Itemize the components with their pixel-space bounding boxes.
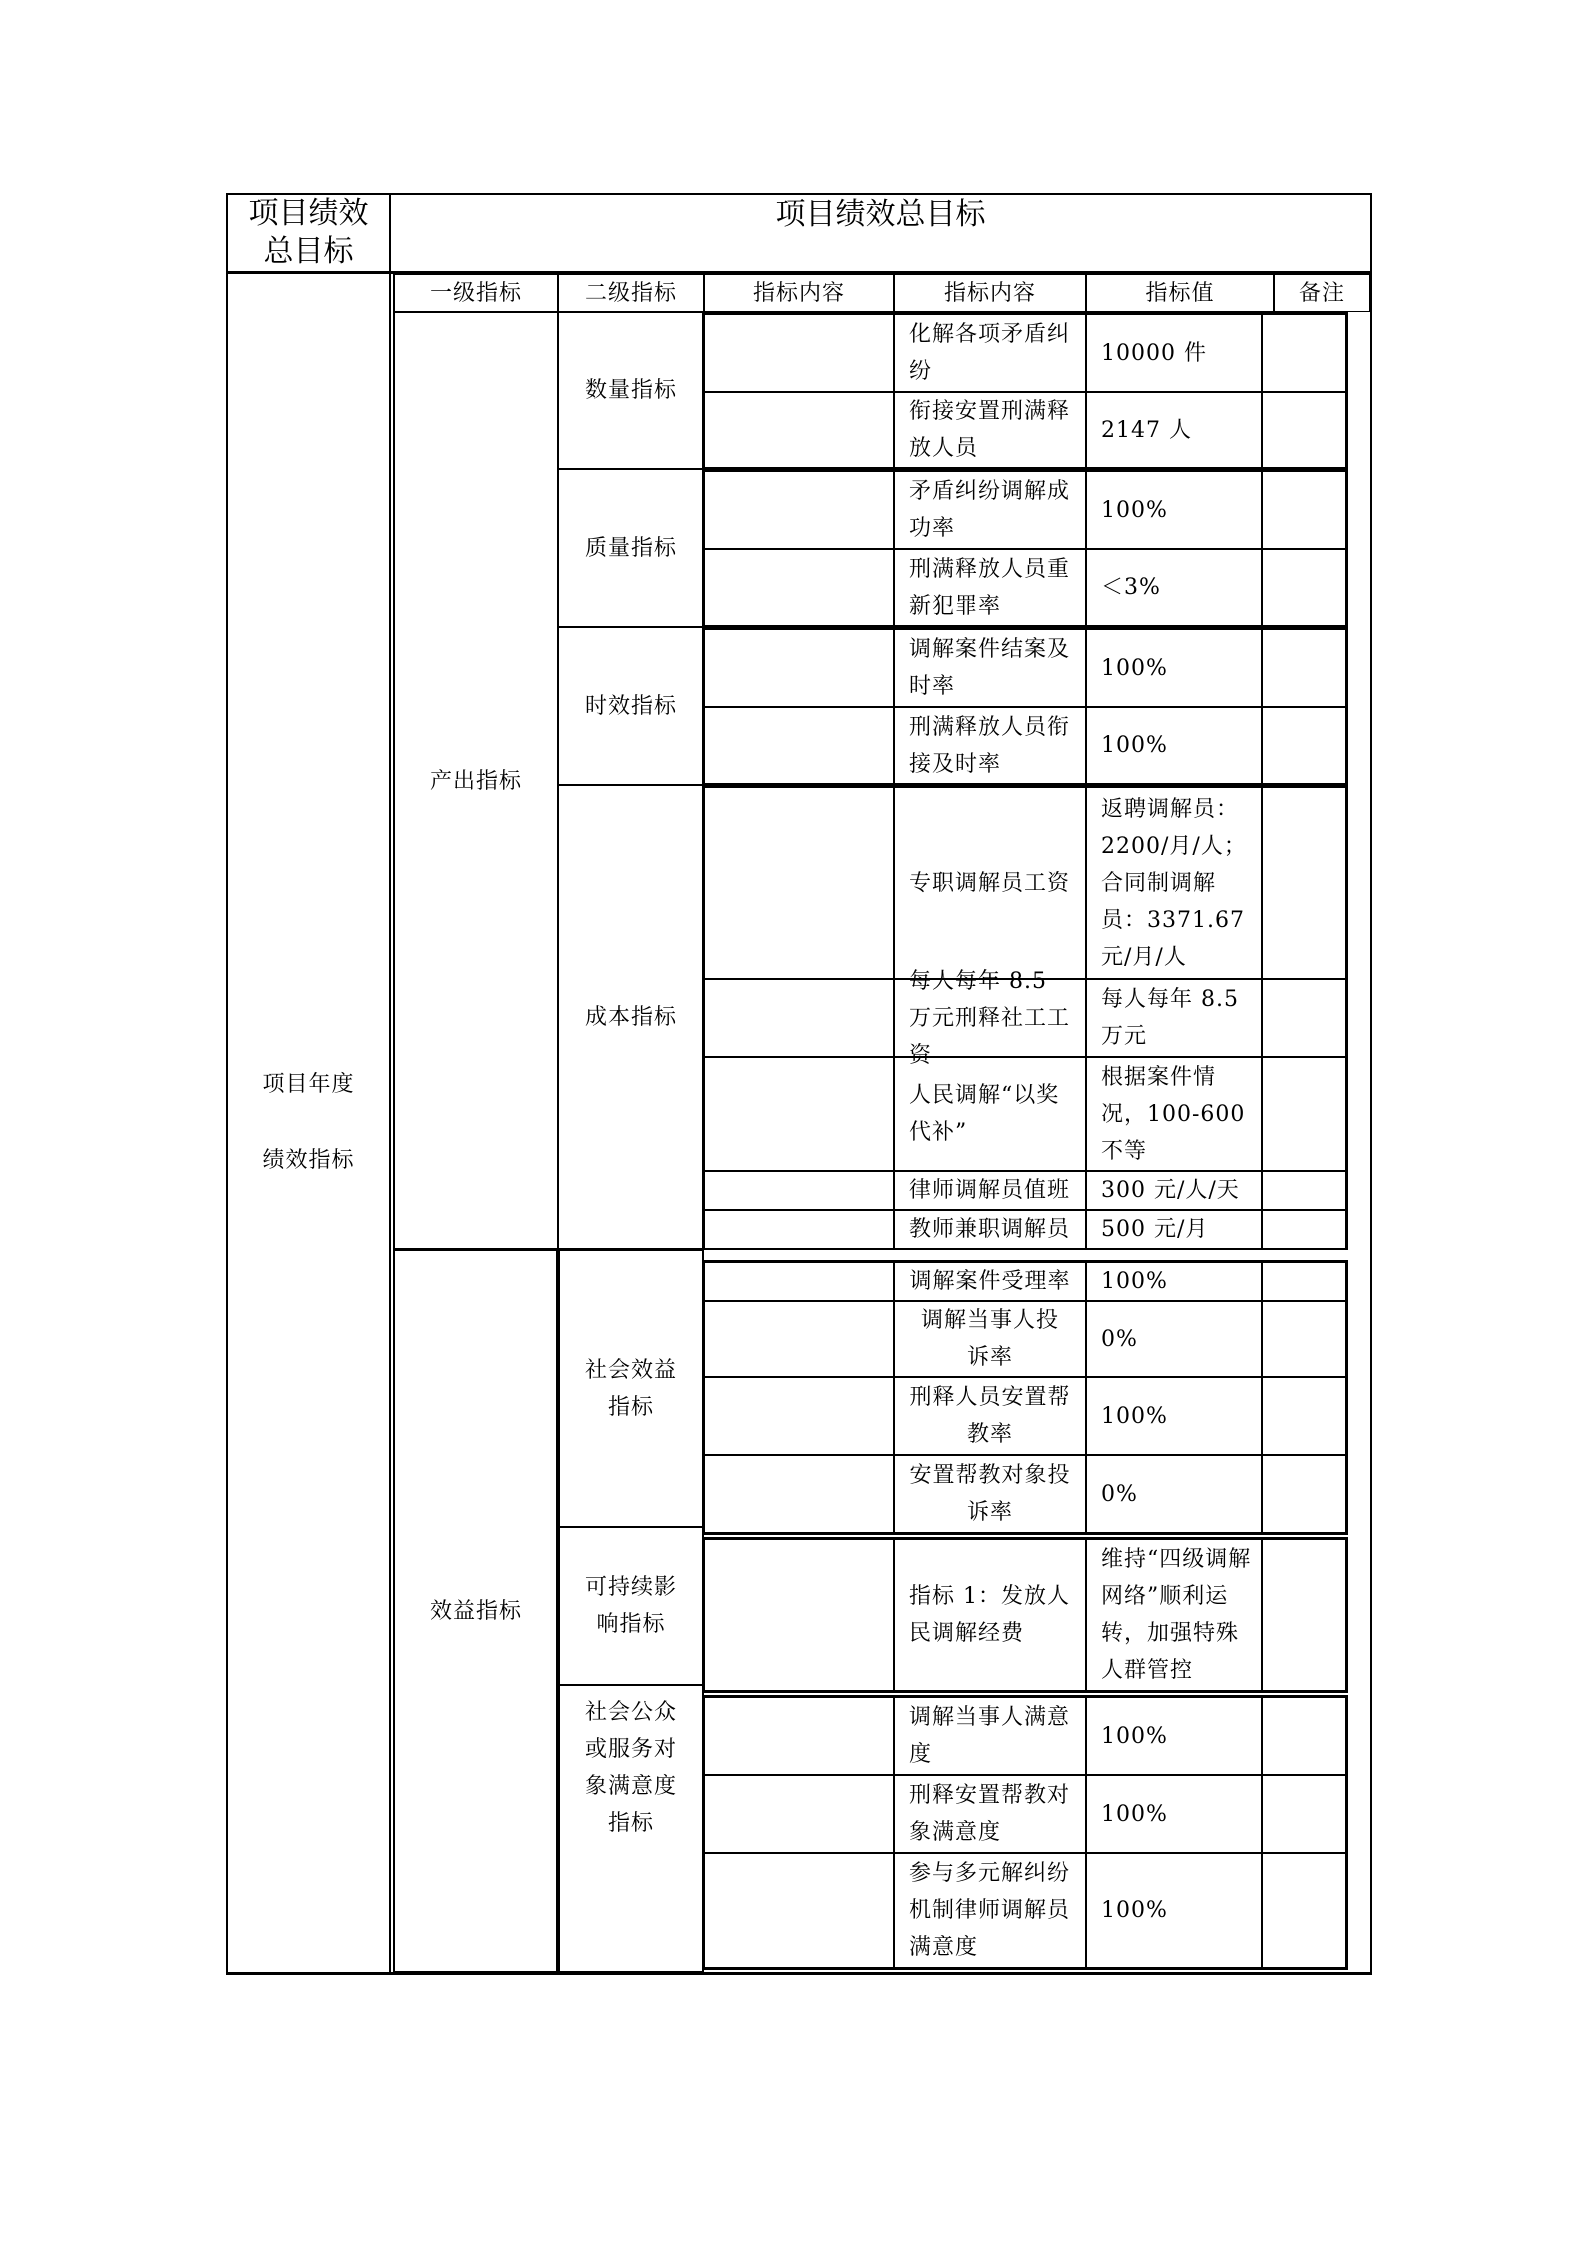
group-frame — [704, 785, 1348, 787]
header-level2-text: 二级指标 — [584, 280, 677, 306]
row-content-text: 调解当事人满意度 — [909, 1705, 1071, 1767]
table-row-value — [1086, 629, 1262, 707]
header-content-a — [704, 274, 894, 312]
row-value-text: 100% — [1101, 1723, 1168, 1749]
header-level2 — [558, 274, 704, 312]
group-frame — [704, 1537, 1348, 1539]
level1-output-text: 产出指标 — [429, 768, 522, 794]
group-frame — [704, 1695, 1348, 1697]
table-row-value — [1086, 707, 1262, 784]
row-content-text: 刑释安置帮教对象满意度 — [909, 1783, 1071, 1845]
table-row-blank — [704, 549, 894, 626]
table-row-remark — [1262, 1455, 1346, 1533]
header-value — [1086, 274, 1274, 312]
table-row-remark — [1262, 1171, 1346, 1210]
row-content-text: 化解各项矛盾纠纷 — [909, 322, 1071, 384]
header-remark — [1274, 274, 1370, 312]
title-cell — [228, 195, 389, 271]
table-row-blank — [704, 1853, 894, 1968]
table-row-blank — [704, 471, 894, 549]
row-content-text: 参与多元解纠纷机制律师调解员满意度 — [909, 1861, 1071, 1960]
row-content-text: 刑释人员安置帮教率 — [909, 1385, 1071, 1447]
row-value-text: 100% — [1101, 733, 1168, 758]
row-content-text: 教师兼职调解员 — [909, 1217, 1071, 1242]
table-row-content — [894, 1262, 1086, 1301]
table-row-value — [1086, 392, 1262, 468]
row-value-text: 100% — [1101, 1801, 1168, 1827]
header-value-text: 指标值 — [1145, 280, 1215, 306]
table-row-blank — [704, 1539, 894, 1691]
table-row-value — [1086, 979, 1262, 1057]
level2-social-benefit — [558, 1250, 704, 1527]
row-content-text: 矛盾纠纷调解成功率 — [909, 479, 1071, 541]
table-row-content — [894, 1210, 1086, 1249]
table-row-content — [894, 1301, 1086, 1377]
table-row-content — [894, 968, 1086, 1068]
table-row-content — [894, 1853, 1086, 1968]
table-row-remark — [1262, 1539, 1346, 1691]
table-row-content — [894, 314, 1086, 392]
table-row-value — [1086, 1853, 1262, 1968]
row-value-text: 100% — [1101, 1403, 1168, 1429]
table-row-content — [894, 787, 1086, 979]
group-frame — [704, 627, 1348, 629]
row-content-text: 指标 1：发放人民调解经费 — [909, 1584, 1070, 1646]
row-value-text: 每人每年 8.5 万元 — [1101, 987, 1239, 1049]
group-frame — [704, 469, 1348, 471]
annual-label-line-1: 项目年度 — [262, 1072, 355, 1097]
table-row-remark — [1262, 1262, 1346, 1301]
group-frame — [704, 1691, 1348, 1693]
table-row-value — [1086, 1539, 1262, 1691]
annual-label-line-2: 绩效指标 — [262, 1148, 355, 1173]
table-row-remark — [1262, 979, 1346, 1057]
table-row-value — [1086, 549, 1262, 626]
group-frame — [704, 1533, 1348, 1535]
group-frame — [394, 1248, 1348, 1250]
table-row-blank — [704, 392, 894, 468]
table-row-value — [1086, 1377, 1262, 1455]
table-row-blank — [704, 314, 894, 392]
group-frame — [1346, 312, 1348, 469]
table-row-remark — [1262, 787, 1346, 979]
table-row-blank — [704, 1301, 894, 1377]
table-row-blank — [704, 1057, 894, 1171]
group-frame — [556, 1250, 557, 1972]
row-value-text: 0% — [1101, 1481, 1138, 1507]
group-frame — [558, 1250, 560, 1972]
table-row-blank — [704, 629, 894, 707]
level1-output — [394, 312, 558, 1250]
table-border-right — [1370, 193, 1372, 1975]
table-row-remark — [1262, 1301, 1346, 1377]
table-row-blank — [704, 1455, 894, 1533]
level2-quality — [558, 469, 704, 627]
group-frame — [1346, 469, 1348, 627]
table-row-content — [894, 707, 1086, 784]
table-row-remark — [1262, 549, 1346, 626]
group-frame — [1346, 1695, 1348, 1970]
row-value-text: 100% — [1101, 1898, 1168, 1923]
row-value-text: 100% — [1101, 497, 1168, 523]
header-content-b-text: 指标内容 — [943, 280, 1036, 306]
level2-cost — [558, 785, 704, 1250]
row-value-text: 10000 件 — [1101, 340, 1207, 366]
table-row-content — [894, 1377, 1086, 1455]
table-row-blank — [704, 1697, 894, 1775]
row-content-text: 每人每年 8.5 万元刑释社工工资 — [909, 968, 1071, 1068]
group-frame — [704, 312, 1348, 314]
row-value-text: 返聘调解员：2200/月/人；合同制调解员：3371.67元/月/人 — [1101, 796, 1247, 970]
level2-sustainable — [558, 1527, 704, 1685]
table-row-remark — [1262, 1775, 1346, 1853]
row-value-text: 2147 人 — [1101, 417, 1192, 443]
row-value-text: ＜3% — [1101, 575, 1161, 600]
level2-social-benefit-text: 社会效益指标 — [584, 1357, 677, 1420]
row-value-text: 500 元/月 — [1101, 1217, 1209, 1242]
group-frame — [1346, 785, 1348, 1250]
table-row-blank — [704, 979, 894, 1057]
performance-table — [226, 193, 1372, 1975]
row-value-text: 100% — [1101, 655, 1168, 681]
table-row-blank — [704, 707, 894, 784]
header-level1 — [394, 274, 558, 312]
table-row-value — [1086, 1697, 1262, 1775]
table-row-value — [1086, 471, 1262, 549]
group-frame — [1346, 1537, 1348, 1691]
header-content-b — [894, 274, 1086, 312]
table-row-remark — [1262, 1210, 1346, 1249]
table-row-content — [894, 1539, 1086, 1691]
level2-satisfaction-text: 社会公众或服务对象满意度指标 — [584, 1700, 677, 1836]
row-value-text: 300 元/人/天 — [1101, 1178, 1240, 1203]
row-value-text: 维持“四级调解网络”顺利运转，加强特殊人群管控 — [1101, 1547, 1252, 1683]
column-divider — [389, 193, 391, 1975]
table-row-value — [1086, 1171, 1262, 1210]
level2-sustainable-text: 可持续影响指标 — [584, 1575, 677, 1637]
row-value-text: 100% — [1101, 1269, 1168, 1294]
table-row-value — [1086, 1455, 1262, 1533]
table-row-value — [1086, 1210, 1262, 1249]
table-row-blank — [704, 1377, 894, 1455]
table-row-remark — [1262, 1057, 1346, 1171]
row-content-text: 安置帮教对象投诉率 — [909, 1463, 1071, 1525]
group-frame — [1346, 627, 1348, 785]
table-row-value — [1086, 787, 1262, 979]
table-row-remark — [1262, 1853, 1346, 1968]
level2-quality-text: 质量指标 — [584, 535, 677, 561]
row-content-text: 调解当事人投诉率 — [920, 1308, 1059, 1370]
level2-timeliness-text: 时效指标 — [584, 693, 677, 719]
table-row-remark — [1262, 471, 1346, 549]
table-row-remark — [1262, 314, 1346, 392]
row-value-text: 0% — [1101, 1326, 1138, 1352]
level2-quantity — [558, 312, 704, 469]
row-content-text: 刑满释放人员衔接及时率 — [909, 714, 1071, 777]
row-content-text: 专职调解员工资 — [909, 870, 1071, 896]
table-row-content — [894, 1171, 1086, 1210]
group-frame — [704, 1968, 1348, 1970]
table-row-value — [1086, 1775, 1262, 1853]
table-row-content — [894, 1057, 1086, 1171]
level1-benefit-text: 效益指标 — [429, 1598, 522, 1624]
group-frame — [1346, 1260, 1348, 1535]
row-content-text: 衔接安置刑满释放人员 — [909, 399, 1071, 461]
table-row-value — [1086, 1262, 1262, 1301]
table-row-content — [894, 1775, 1086, 1853]
annual-indicator-label — [228, 274, 389, 1972]
table-row-remark — [1262, 1377, 1346, 1455]
level2-satisfaction — [558, 1685, 704, 1972]
table-row-blank — [704, 1775, 894, 1853]
table-row-value — [1086, 1301, 1262, 1377]
row-content-text: 调解案件结案及时率 — [909, 637, 1071, 699]
title-cell-text: 项目绩效总目标 — [248, 196, 369, 269]
level2-timeliness — [558, 627, 704, 785]
level2-cost-text: 成本指标 — [584, 1005, 677, 1030]
table-row-content — [894, 1697, 1086, 1775]
table-row-value — [1086, 314, 1262, 392]
row-value-text: 根据案件情况，100-600 不等 — [1101, 1064, 1246, 1164]
table-row-value — [1086, 1057, 1262, 1171]
table-row-remark — [1262, 629, 1346, 707]
header-remark-text: 备注 — [1298, 280, 1345, 306]
table-row-content — [894, 549, 1086, 626]
table-row-blank — [704, 1262, 894, 1301]
header-content-a-text: 指标内容 — [752, 280, 845, 306]
table-row-remark — [1262, 707, 1346, 784]
table-row-content — [894, 1455, 1086, 1533]
table-border-bottom — [226, 1972, 1372, 1975]
table-row-blank — [704, 787, 894, 979]
table-row-remark — [1262, 392, 1346, 468]
table-row-blank — [704, 1171, 894, 1210]
group-frame — [704, 1260, 1348, 1262]
table-row-blank — [704, 1210, 894, 1249]
row-content-text: 律师调解员值班 — [909, 1178, 1071, 1203]
table-row-content — [894, 629, 1086, 707]
level2-quantity-text: 数量指标 — [584, 378, 677, 403]
page-title — [391, 195, 1370, 235]
table-row-remark — [1262, 1697, 1346, 1775]
table-row-content — [894, 392, 1086, 468]
header-level1-text: 一级指标 — [429, 280, 522, 306]
level1-benefit — [394, 1250, 558, 1972]
row-content-text: 人民调解“以奖代补” — [909, 1083, 1060, 1145]
page-title-text: 项目绩效总目标 — [775, 197, 986, 232]
row-content-text: 刑满释放人员重新犯罪率 — [909, 556, 1071, 619]
table-row-content — [894, 471, 1086, 549]
row-content-text: 调解案件受理率 — [909, 1269, 1071, 1294]
